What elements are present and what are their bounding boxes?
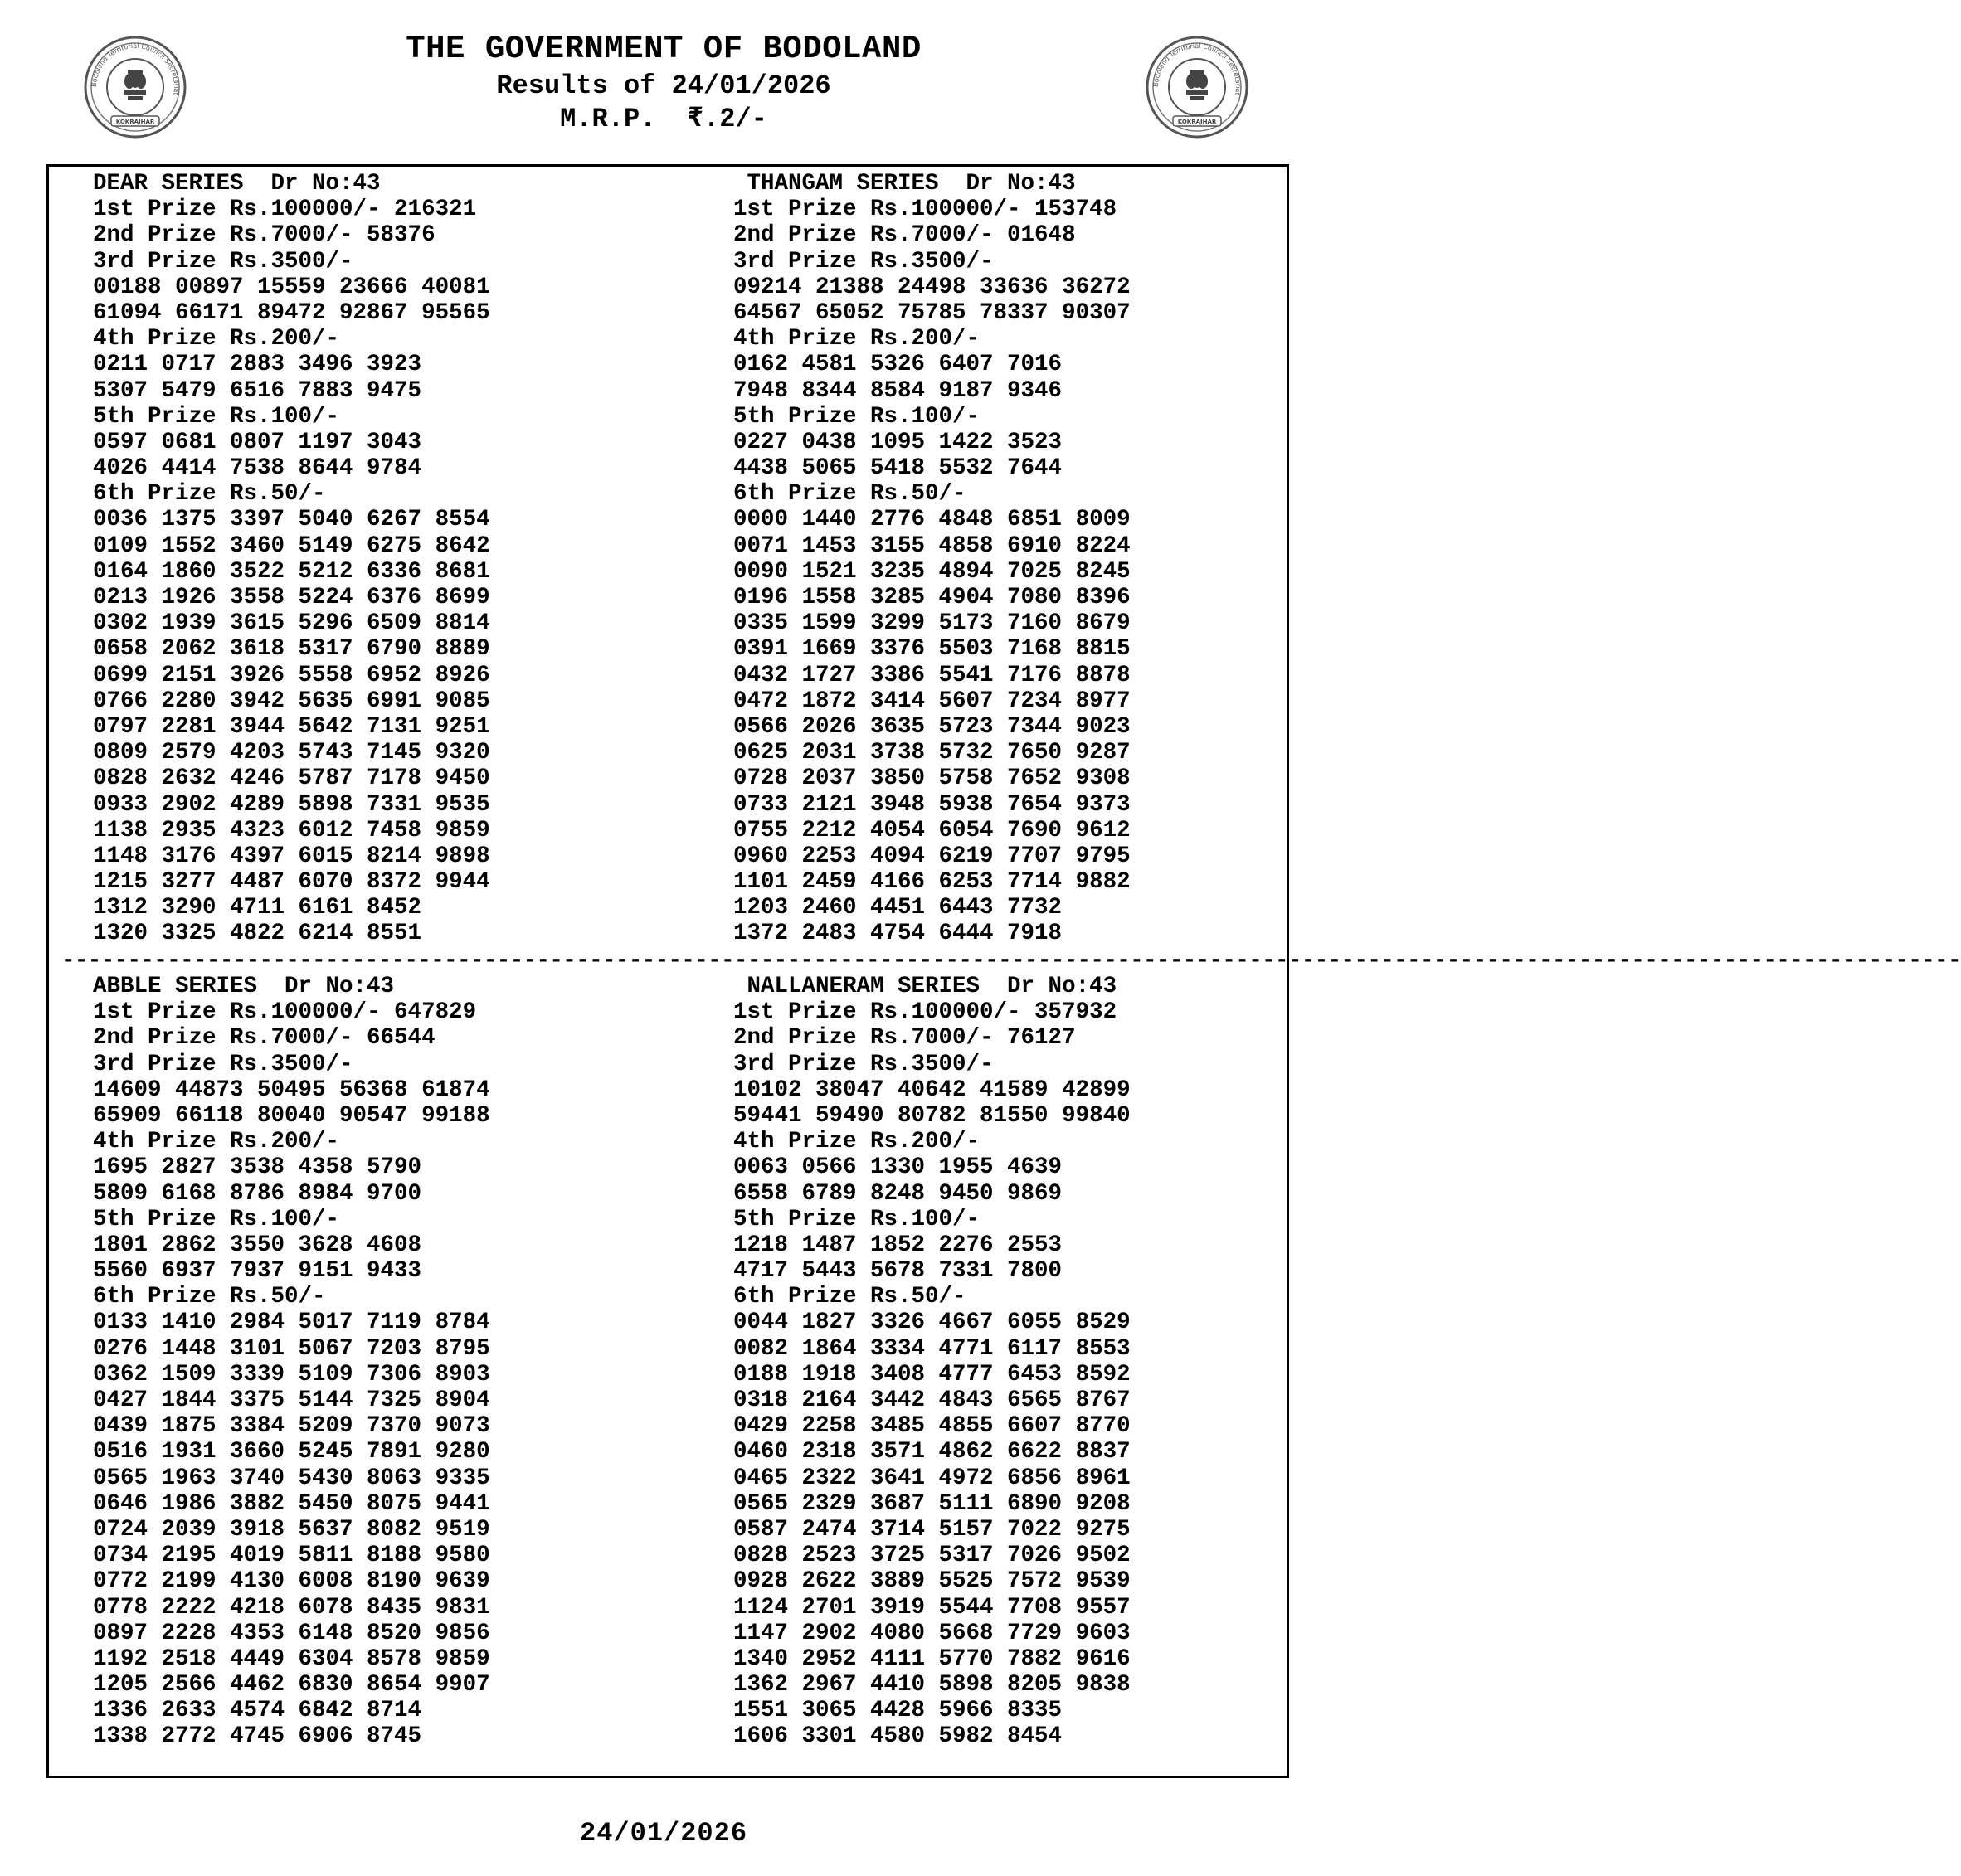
fifth-prize-label: 5th Prize Rs.100/-	[733, 403, 981, 430]
fourth-prize-label: 4th Prize Rs.200/-	[93, 1129, 340, 1155]
svg-text:Bodoland Territorial Council S: Bodoland Territorial Council Secretariat	[90, 41, 181, 96]
fifth-prize-label: 5th Prize Rs.100/-	[93, 1206, 340, 1232]
sixth-prize-numbers: 0276 1448 3101 5067 7203 8795	[93, 1335, 490, 1362]
fifth-prize-label: 5th Prize Rs.100/-	[93, 403, 340, 430]
fifth-prize-numbers: 4026 4414 7538 8644 9784	[93, 455, 422, 482]
fifth-prize-numbers: 4717 5443 5678 7331 7800	[733, 1258, 1063, 1285]
mrp-line: M.R.P. ₹.2/-	[560, 104, 767, 134]
series-heading: THANGAM SERIES Dr No:43	[733, 171, 1076, 197]
sixth-prize-numbers: 0646 1986 3882 5450 8075 9441	[93, 1490, 490, 1517]
sixth-prize-numbers: 0429 2258 3485 4855 6607 8770	[733, 1413, 1131, 1440]
third-prize-numbers: 64567 65052 75785 78337 90307	[733, 299, 1131, 326]
first-prize-line: 1st Prize Rs.100000/- 357932	[733, 999, 1117, 1026]
sixth-prize-numbers: 0828 2632 4246 5787 7178 9450	[93, 765, 490, 792]
sixth-prize-numbers: 0766 2280 3942 5635 6991 9085	[93, 688, 490, 714]
third-prize-numbers: 09214 21388 24498 33636 36272	[733, 274, 1131, 300]
sixth-prize-numbers: 1203 2460 4451 6443 7732	[733, 895, 1063, 921]
sixth-prize-numbers: 0960 2253 4094 6219 7707 9795	[733, 843, 1131, 869]
sixth-prize-numbers: 0133 1410 2984 5017 7119 8784	[93, 1310, 490, 1336]
first-prize-line: 1st Prize Rs.100000/- 647829	[93, 999, 477, 1026]
sixth-prize-numbers: 0362 1509 3339 5109 7306 8903	[93, 1361, 490, 1388]
sixth-prize-numbers: 0897 2228 4353 6148 8520 9856	[93, 1620, 490, 1646]
third-prize-numbers: 65909 66118 80040 90547 99188	[93, 1102, 490, 1129]
sixth-prize-numbers: 0797 2281 3944 5642 7131 9251	[93, 713, 490, 740]
third-prize-label: 3rd Prize Rs.3500/-	[733, 1051, 994, 1077]
sixth-prize-numbers: 1312 3290 4711 6161 8452	[93, 895, 422, 921]
sixth-prize-numbers: 1124 2701 3919 5544 7708 9557	[733, 1594, 1131, 1621]
sixth-prize-numbers: 1147 2902 4080 5668 7729 9603	[733, 1620, 1131, 1646]
sixth-prize-numbers: 1340 2952 4111 5770 7882 9616	[733, 1645, 1131, 1672]
second-prize-line: 2nd Prize Rs.7000/- 66544	[93, 1025, 436, 1052]
sixth-prize-numbers: 0318 2164 3442 4843 6565 8767	[733, 1388, 1131, 1413]
sixth-prize-numbers: 0828 2523 3725 5317 7026 9502	[733, 1543, 1131, 1569]
sixth-prize-numbers: 0044 1827 3326 4667 6055 8529	[733, 1310, 1131, 1336]
sixth-prize-numbers: 1606 3301 4580 5982 8454	[733, 1723, 1063, 1750]
first-prize-line: 1st Prize Rs.100000/- 216321	[93, 197, 477, 223]
sixth-prize-numbers: 1362 2967 4410 5898 8205 9838	[733, 1672, 1131, 1699]
sixth-prize-numbers: 0090 1521 3235 4894 7025 8245	[733, 558, 1131, 585]
series-block-thangam	[733, 171, 1131, 947]
sixth-prize-label: 6th Prize Rs.50/-	[733, 1284, 966, 1310]
sixth-prize-numbers: 0302 1939 3615 5296 6509 8814	[93, 610, 490, 637]
sixth-prize-numbers: 1148 3176 4397 6015 8214 9898	[93, 843, 490, 869]
fourth-prize-numbers: 5809 6168 8786 8984 9700	[93, 1180, 422, 1207]
sixth-prize-numbers: 0196 1558 3285 4904 7080 8396	[733, 585, 1131, 610]
second-prize-line: 2nd Prize Rs.7000/- 58376	[93, 222, 436, 249]
sixth-prize-label: 6th Prize Rs.50/-	[93, 481, 326, 508]
fifth-prize-numbers: 1801 2862 3550 3628 4608	[93, 1232, 422, 1258]
series-heading: NALLANERAM SERIES Dr No:43	[733, 974, 1117, 999]
fourth-prize-label: 4th Prize Rs.200/-	[733, 1129, 981, 1155]
sixth-prize-numbers: 1205 2566 4462 6830 8654 9907	[93, 1672, 490, 1699]
sixth-prize-numbers: 1215 3277 4487 6070 8372 9944	[93, 869, 490, 896]
fourth-prize-label: 4th Prize Rs.200/-	[93, 326, 340, 352]
sixth-prize-numbers: 0000 1440 2776 4848 6851 8009	[733, 507, 1131, 533]
svg-text:KOKRAJHAR: KOKRAJHAR	[1177, 119, 1217, 125]
sixth-prize-numbers: 0734 2195 4019 5811 8188 9580	[93, 1543, 490, 1569]
sixth-prize-numbers: 1138 2935 4323 6012 7458 9859	[93, 817, 490, 843]
sixth-prize-numbers: 0188 1918 3408 4777 6453 8592	[733, 1361, 1131, 1388]
sixth-prize-numbers: 0213 1926 3558 5224 6376 8699	[93, 585, 490, 610]
sixth-prize-numbers: 1192 2518 4449 6304 8578 9859	[93, 1645, 490, 1672]
sixth-prize-numbers: 0164 1860 3522 5212 6336 8681	[93, 558, 490, 585]
svg-text:Bodoland Territorial Council S: Bodoland Territorial Council Secretariat	[1151, 41, 1243, 96]
fifth-prize-numbers: 4438 5065 5418 5532 7644	[733, 455, 1063, 482]
sixth-prize-numbers: 0772 2199 4130 6008 8190 9639	[93, 1568, 490, 1595]
fourth-prize-numbers: 0063 0566 1330 1955 4639	[733, 1154, 1063, 1181]
sixth-prize-numbers: 1101 2459 4166 6253 7714 9882	[733, 869, 1131, 896]
fourth-prize-numbers: 0162 4581 5326 6407 7016	[733, 352, 1063, 378]
second-prize-line: 2nd Prize Rs.7000/- 76127	[733, 1025, 1076, 1052]
sixth-prize-numbers: 0391 1669 3376 5503 7168 8815	[733, 636, 1131, 663]
sixth-prize-numbers: 1551 3065 4428 5966 8335	[733, 1698, 1063, 1724]
sixth-prize-numbers: 0472 1872 3414 5607 7234 8977	[733, 688, 1131, 714]
sixth-prize-numbers: 0928 2622 3889 5525 7572 9539	[733, 1568, 1131, 1595]
sixth-prize-numbers: 0733 2121 3948 5938 7654 9373	[733, 791, 1131, 818]
sixth-prize-numbers: 0728 2037 3850 5758 7652 9308	[733, 765, 1131, 792]
fourth-prize-numbers: 6558 6789 8248 9450 9869	[733, 1180, 1063, 1207]
sixth-prize-numbers: 0565 1963 3740 5430 8063 9335	[93, 1465, 490, 1491]
results-date-line: Results of 24/01/2026	[496, 70, 831, 101]
sixth-prize-numbers: 0432 1727 3386 5541 7176 8878	[733, 662, 1131, 688]
third-prize-numbers: 00188 00897 15559 23666 40081	[93, 274, 490, 300]
section-divider: ------------------------------------------------------------------------------------------------------------------------------------------------	[61, 948, 1961, 974]
fourth-prize-numbers: 0211 0717 2883 3496 3923	[93, 352, 422, 378]
sixth-prize-label: 6th Prize Rs.50/-	[733, 481, 966, 508]
sixth-prize-numbers: 0109 1552 3460 5149 6275 8642	[93, 532, 490, 559]
sixth-prize-numbers: 0082 1864 3334 4771 6117 8553	[733, 1335, 1131, 1362]
third-prize-numbers: 59441 59490 80782 81550 99840	[733, 1102, 1131, 1129]
svg-text:KOKRAJHAR: KOKRAJHAR	[115, 119, 155, 125]
fifth-prize-numbers: 0597 0681 0807 1197 3043	[93, 429, 422, 455]
sixth-prize-numbers: 0658 2062 3618 5317 6790 8889	[93, 636, 490, 663]
series-block-abble	[93, 974, 490, 1750]
sixth-prize-numbers: 0809 2579 4203 5743 7145 9320	[93, 740, 490, 766]
fifth-prize-label: 5th Prize Rs.100/-	[733, 1206, 981, 1232]
series-block-dear	[93, 171, 490, 947]
sixth-prize-numbers: 0933 2902 4289 5898 7331 9535	[93, 791, 490, 818]
third-prize-numbers: 61094 66171 89472 92867 95565	[93, 299, 490, 326]
second-prize-line: 2nd Prize Rs.7000/- 01648	[733, 222, 1076, 249]
fourth-prize-numbers: 7948 8344 8584 9187 9346	[733, 377, 1063, 404]
sixth-prize-numbers: 0565 2329 3687 5111 6890 9208	[733, 1490, 1131, 1517]
sixth-prize-numbers: 0699 2151 3926 5558 6952 8926	[93, 662, 490, 688]
third-prize-label: 3rd Prize Rs.3500/-	[733, 248, 994, 275]
sixth-prize-numbers: 1338 2772 4745 6906 8745	[93, 1723, 422, 1750]
sixth-prize-numbers: 0071 1453 3155 4858 6910 8224	[733, 532, 1131, 559]
third-prize-numbers: 14609 44873 50495 56368 61874	[93, 1077, 490, 1103]
fifth-prize-numbers: 0227 0438 1095 1422 3523	[733, 429, 1063, 455]
sixth-prize-numbers: 0036 1375 3397 5040 6267 8554	[93, 507, 490, 533]
third-prize-label: 3rd Prize Rs.3500/-	[93, 1051, 353, 1077]
sixth-prize-numbers: 0460 2318 3571 4862 6622 8837	[733, 1439, 1131, 1465]
series-heading: ABBLE SERIES Dr No:43	[93, 974, 395, 999]
sixth-prize-numbers: 1372 2483 4754 6444 7918	[733, 921, 1063, 947]
first-prize-line: 1st Prize Rs.100000/- 153748	[733, 197, 1117, 223]
fifth-prize-numbers: 5560 6937 7937 9151 9433	[93, 1258, 422, 1285]
sixth-prize-numbers: 0516 1931 3660 5245 7891 9280	[93, 1439, 490, 1465]
third-prize-numbers: 10102 38047 40642 41589 42899	[733, 1077, 1131, 1103]
sixth-prize-numbers: 1320 3325 4822 6214 8551	[93, 921, 422, 947]
fourth-prize-numbers: 1695 2827 3538 4358 5790	[93, 1154, 422, 1181]
sixth-prize-numbers: 0566 2026 3635 5723 7344 9023	[733, 713, 1131, 740]
sixth-prize-numbers: 0724 2039 3918 5637 8082 9519	[93, 1516, 490, 1543]
sixth-prize-numbers: 1336 2633 4574 6842 8714	[93, 1698, 422, 1724]
sixth-prize-numbers: 0465 2322 3641 4972 6856 8961	[733, 1465, 1131, 1491]
sixth-prize-numbers: 0427 1844 3375 5144 7325 8904	[93, 1388, 490, 1413]
series-heading: DEAR SERIES Dr No:43	[93, 171, 381, 197]
sixth-prize-numbers: 0778 2222 4218 6078 8435 9831	[93, 1594, 490, 1621]
sixth-prize-numbers: 0439 1875 3384 5209 7370 9073	[93, 1413, 490, 1440]
fifth-prize-numbers: 1218 1487 1852 2276 2553	[733, 1232, 1063, 1258]
sixth-prize-numbers: 0335 1599 3299 5173 7160 8679	[733, 610, 1131, 637]
sixth-prize-numbers: 0625 2031 3738 5732 7650 9287	[733, 740, 1131, 766]
sixth-prize-numbers: 0755 2212 4054 6054 7690 9612	[733, 817, 1131, 843]
footer-date: 24/01/2026	[579, 1818, 748, 1849]
fourth-prize-numbers: 5307 5479 6516 7883 9475	[93, 377, 422, 404]
fourth-prize-label: 4th Prize Rs.200/-	[733, 326, 981, 352]
series-block-nallaneram	[733, 974, 1131, 1750]
government-title: THE GOVERNMENT OF BODOLAND	[406, 31, 922, 67]
page-header	[0, 28, 1327, 136]
third-prize-label: 3rd Prize Rs.3500/-	[93, 248, 353, 275]
sixth-prize-numbers: 0587 2474 3714 5157 7022 9275	[733, 1516, 1131, 1543]
sixth-prize-label: 6th Prize Rs.50/-	[93, 1284, 326, 1310]
